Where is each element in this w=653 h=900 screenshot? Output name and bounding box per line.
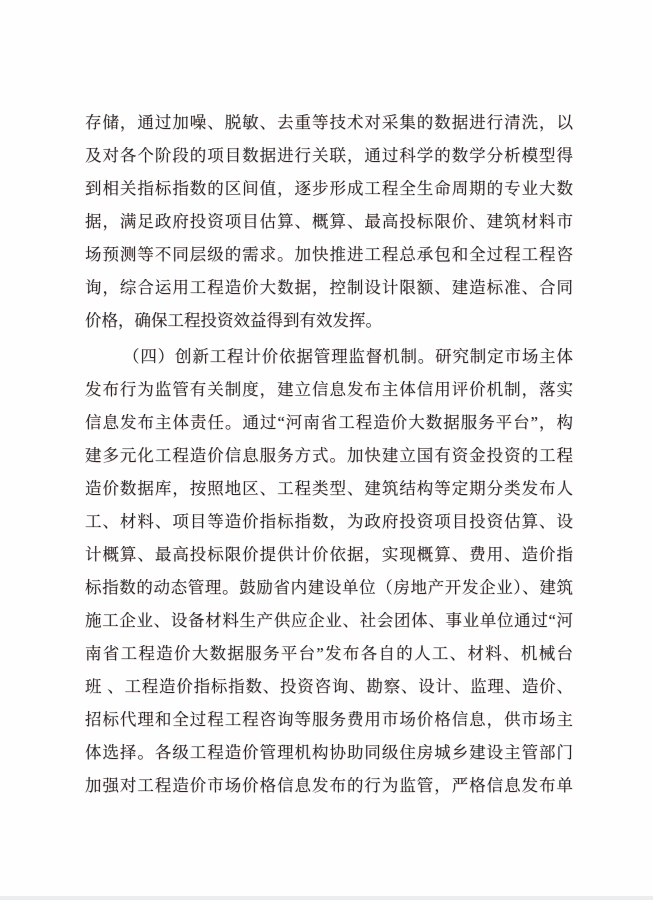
text-line: （四）创新工程计价依据管理监督机制。研究制定市场主体 — [123, 347, 573, 366]
text-line: 询，综合运用工程造价大数据，控制设计限额、建造标准、合同 — [85, 278, 573, 297]
text-line: 造价数据库，按照地区、工程类型、建筑结构等定期分类发布人 — [85, 479, 573, 498]
text-line: 到相关指标指数的区间值，逐步形成工程全生命周期的专业大数 — [85, 179, 573, 198]
text-line: 场预测等不同层级的需求。加快推进工程总承包和全过程工程咨 — [85, 245, 573, 264]
text-line: 工、材料、项目等造价指标指数，为政府投资项目投资估算、设 — [85, 512, 573, 531]
page-bottom-scan-edge — [0, 896, 653, 900]
text-line: 标指数的动态管理。鼓励省内建设单位（房地产开发企业）、建筑 — [85, 578, 573, 597]
text-line: 班 、工程造价指标指数、投资咨询、勘察、设计、监理、造价、 — [85, 677, 573, 696]
text-line: 南省工程造价大数据服务平台”发布各自的人工、材料、机械台 — [85, 644, 573, 663]
document-text-block — [85, 106, 573, 802]
text-line: 及对各个阶段的项目数据进行关联，通过科学的数学分析模型得 — [85, 146, 573, 165]
text-line: 加强对工程造价市场价格信息发布的行为监管，严格信息发布单 — [85, 776, 573, 795]
text-line: 信息发布主体责任。通过“河南省工程造价大数据服务平台”，构 — [85, 413, 573, 432]
text-line: 体选择。各级工程造价管理机构协助同级住房城乡建设主管部门 — [85, 743, 573, 762]
text-line: 建多元化工程造价信息服务方式。加快建立国有资金投资的工程 — [85, 446, 573, 465]
text-line: 施工企业、设备材料生产供应企业、社会团体、事业单位通过“河 — [85, 611, 573, 630]
text-line: 发布行为监管有关制度，建立信息发布主体信用评价机制，落实 — [85, 380, 573, 399]
text-line: 据，满足政府投资项目估算、概算、最高投标限价、建筑材料市 — [85, 212, 573, 231]
text-line: 计概算、最高投标限价提供计价依据，实现概算、费用、造价指 — [85, 545, 573, 564]
text-line: 存储，通过加噪、脱敏、去重等技术对采集的数据进行清洗，以 — [85, 113, 573, 132]
text-line: 价格，确保工程投资效益得到有效发挥。 — [85, 311, 382, 330]
text-line: 招标代理和全过程工程咨询等服务费用市场价格信息，供市场主 — [85, 710, 573, 729]
